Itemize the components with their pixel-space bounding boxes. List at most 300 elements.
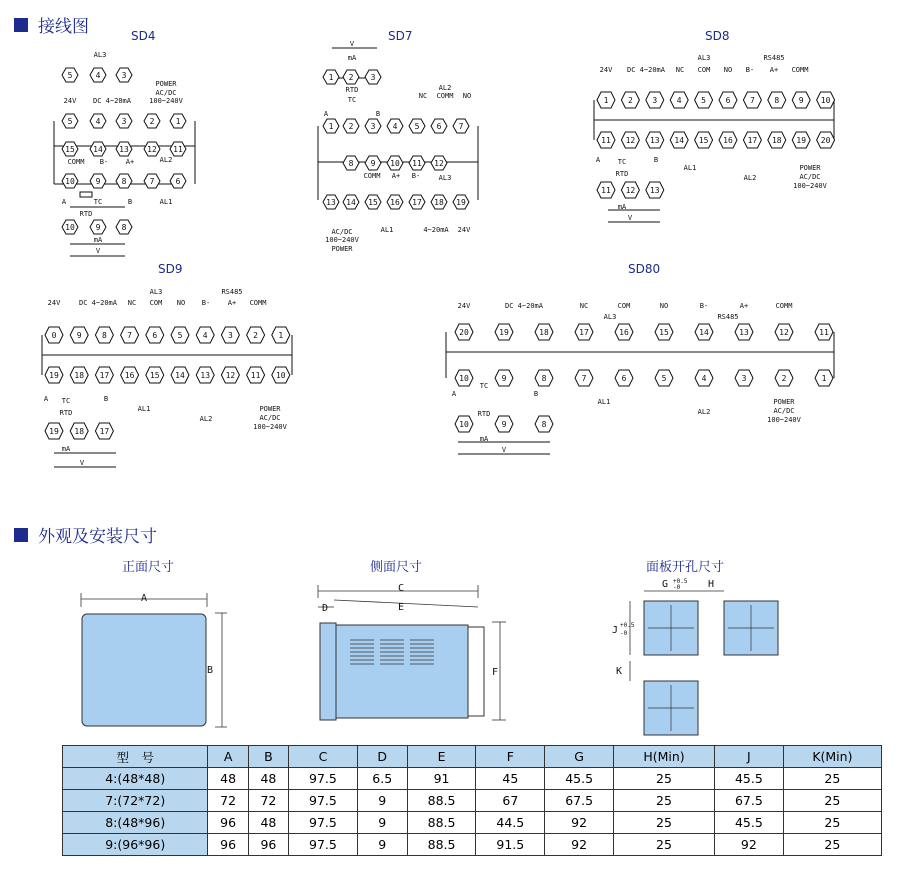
table-cell: 97.5: [289, 812, 358, 834]
table-cell: 88.5: [407, 790, 476, 812]
table-cell: 72: [208, 790, 248, 812]
dim-g-tol2: -0: [673, 584, 681, 591]
table-cell: 25: [614, 790, 715, 812]
sd7-title: SD7: [388, 29, 413, 43]
svg-text:1: 1: [328, 73, 334, 82]
table-cell: 88.5: [407, 834, 476, 856]
terminal-number: 4: [202, 331, 208, 340]
terminal-number: 6: [621, 374, 627, 383]
sd9-volt-label: 100~240V: [253, 423, 287, 431]
terminal-number: 5: [701, 96, 707, 105]
table-cell: 67.5: [714, 790, 783, 812]
sd4-v-label: V: [95, 247, 101, 255]
sd80-al3-label: AL3: [603, 313, 617, 321]
table-cell: 25: [783, 768, 881, 790]
sd7-rtd-label: RTD: [345, 86, 359, 94]
sd7-al2-label: AL2: [438, 84, 452, 92]
svg-text:7: 7: [458, 122, 464, 131]
table-row: [63, 812, 882, 834]
sd7-power-label: POWER: [331, 245, 353, 253]
sd4-a-label: A: [61, 198, 67, 206]
svg-text:5: 5: [414, 122, 420, 131]
terminal-number: 12: [625, 136, 636, 145]
sd80-v-label: V: [501, 446, 507, 454]
sd7-al1-label: AL1: [380, 226, 394, 234]
svg-text:15: 15: [368, 198, 378, 207]
table-cell: 9: [357, 834, 407, 856]
terminal-number: 17: [747, 136, 758, 145]
table-cell: 25: [783, 834, 881, 856]
table-cell: 45.5: [545, 768, 614, 790]
svg-text:1: 1: [328, 122, 334, 131]
terminal-number: 10: [459, 374, 469, 383]
sd80-a-label: A: [451, 390, 457, 398]
sd9-bm-label: B-: [201, 299, 211, 307]
terminal-number: 1: [821, 374, 827, 383]
table-cell: 45.5: [714, 768, 783, 790]
terminal-number: 16: [619, 328, 629, 337]
sd9-v-label: V: [79, 459, 85, 467]
sd4-diagram: [40, 44, 210, 259]
table-header-cell: B: [248, 746, 288, 768]
terminal-number: 10: [275, 371, 286, 380]
table-header-cell: E: [407, 746, 476, 768]
dimension-section-head: [14, 522, 157, 547]
sd8-nc-label: NC: [675, 66, 685, 74]
sd9-nc-label: NC: [127, 299, 137, 307]
sd7-com-label: COMM: [436, 92, 454, 100]
sd7-ap-label: A+: [391, 172, 401, 180]
svg-text:2: 2: [149, 117, 155, 126]
sd7-diagram: [312, 40, 484, 255]
sd4-rtd-label: RTD: [79, 210, 93, 218]
wiring-section-head: [14, 12, 89, 37]
svg-text:10: 10: [65, 177, 75, 186]
sd80-power-label: POWER: [773, 398, 795, 406]
svg-text:4: 4: [95, 117, 101, 126]
terminal-number: 18: [771, 136, 782, 145]
dim-g-label: G: [662, 579, 669, 590]
sd7-bm-label: B-: [411, 172, 421, 180]
sd7-b-label: B: [375, 110, 381, 118]
dim-d-label: D: [322, 603, 329, 614]
sd80-no-label: NO: [659, 302, 669, 310]
sd4-al3-label: AL3: [93, 51, 107, 59]
svg-text:13: 13: [119, 145, 129, 154]
front-panel-box: [82, 614, 206, 726]
dim-g-tol: +0.5: [673, 578, 688, 585]
table-header-cell: A: [208, 746, 248, 768]
section-bullet: [14, 18, 28, 32]
sd8-v-label: V: [627, 214, 633, 222]
sd9-no-label: NO: [176, 299, 186, 307]
svg-text:6: 6: [436, 122, 442, 131]
sd7-v-label: V: [349, 40, 355, 48]
table-header-cell: D: [357, 746, 407, 768]
dim-j-label: J: [612, 625, 619, 636]
table-header-cell: C: [289, 746, 358, 768]
terminal-number: 7: [127, 331, 133, 340]
terminal-number: 17: [579, 328, 589, 337]
svg-text:7: 7: [149, 177, 155, 186]
table-cell: 92: [545, 834, 614, 856]
terminal-number: 15: [698, 136, 709, 145]
svg-text:10: 10: [390, 159, 400, 168]
terminal-number: 2: [781, 374, 787, 383]
table-header-cell: G: [545, 746, 614, 768]
dim-k-label: K: [616, 666, 623, 677]
svg-text:4: 4: [392, 122, 398, 131]
table-cell: 96: [208, 812, 248, 834]
dim-a-label: A: [141, 593, 148, 604]
terminal-number: 15: [659, 328, 669, 337]
terminal-number: 5: [661, 374, 667, 383]
terminal-number: 7: [581, 374, 587, 383]
sd8-tc-label: TC: [617, 158, 627, 166]
table-cell: 88.5: [407, 812, 476, 834]
sd8-title: SD8: [705, 29, 730, 43]
terminal-number: 20: [820, 136, 831, 145]
terminal-number: 3: [652, 96, 658, 105]
sd9-ma-label: mA: [61, 445, 71, 453]
sd7-comm-label: COMM: [363, 172, 381, 180]
sd9-al3-label: AL3: [149, 288, 163, 296]
terminal-number: 14: [699, 328, 709, 337]
terminal-number: 9: [501, 374, 507, 383]
dim-f-label: F: [492, 667, 499, 678]
terminal-number: 6: [152, 331, 158, 340]
svg-text:19: 19: [456, 198, 466, 207]
front-view-title: 正面尺寸: [122, 560, 175, 575]
sd9-dc-label: DC 4~20mA: [79, 299, 117, 307]
dim-h-label: H: [708, 579, 715, 590]
sd8-acdc-label: AC/DC: [799, 173, 821, 181]
sd80-ap-label: A+: [739, 302, 749, 310]
svg-text:17: 17: [412, 198, 422, 207]
terminal-number: 9: [76, 331, 82, 340]
dim-j-tol: +0.5: [620, 622, 635, 629]
sd7-420-label: 4~20mA: [423, 226, 449, 234]
terminal-number: 13: [649, 136, 660, 145]
sd4-acdc-label: AC/DC: [155, 89, 177, 97]
sd9-com-label: COM: [149, 299, 163, 307]
table-cell: 4:(48*48): [63, 768, 208, 790]
sd8-al3-label: AL3: [697, 54, 711, 62]
terminal-number: 2: [627, 96, 633, 105]
svg-text:12: 12: [434, 159, 444, 168]
sd4-24v-label: 24V: [63, 97, 77, 105]
terminal-number: 13: [649, 186, 660, 195]
terminal-number: 11: [250, 371, 261, 380]
table-cell: 97.5: [289, 768, 358, 790]
sd4-ma-label: mA: [93, 236, 103, 244]
sd7-24v-label: 24V: [457, 226, 471, 234]
sd8-b-label: B: [653, 156, 659, 164]
dim-j-tol2: -0: [620, 630, 628, 637]
sd9-tc-label: TC: [61, 397, 71, 405]
table-cell: 48: [208, 768, 248, 790]
table-header-cell: F: [476, 746, 545, 768]
svg-text:3: 3: [370, 73, 376, 82]
terminal-number: 13: [739, 328, 749, 337]
terminal-number: 10: [820, 96, 831, 105]
table-cell: 48: [248, 768, 288, 790]
table-cell: 72: [248, 790, 288, 812]
svg-text:8: 8: [121, 177, 127, 186]
svg-text:5: 5: [67, 117, 73, 126]
dimension-title: 外观及安装尺寸: [38, 527, 157, 547]
sd8-a-label: A: [595, 156, 601, 164]
svg-text:8: 8: [121, 223, 127, 232]
sd4-ap-label: A+: [125, 158, 135, 166]
sd9-comm-label: COMM: [249, 299, 267, 307]
sd9-title: SD9: [158, 262, 183, 276]
sd80-volt-label: 100~240V: [767, 416, 801, 424]
sd8-diagram: [590, 50, 840, 230]
sd9-24v-label: 24V: [47, 299, 61, 307]
panel-cutout-view: [608, 575, 788, 740]
svg-text:12: 12: [147, 145, 157, 154]
table-header-row: [63, 746, 882, 768]
sd80-tc-label: TC: [479, 382, 489, 390]
terminal-number: 1: [603, 96, 609, 105]
sd9-al1-label: AL1: [137, 405, 151, 413]
sd80-com-label: COM: [617, 302, 631, 310]
terminal-number: 16: [723, 136, 733, 145]
terminal-number: 2: [253, 331, 259, 340]
terminal-number: 8: [541, 420, 547, 429]
side-view-title: 侧面尺寸: [370, 560, 423, 575]
svg-text:3: 3: [370, 122, 376, 131]
table-cell: 92: [545, 812, 614, 834]
sd80-comm-label: COMM: [775, 302, 793, 310]
table-cell: 9:(96*96): [63, 834, 208, 856]
sd80-dc-label: DC 4~20mA: [505, 302, 543, 310]
sd80-diagram: [440, 290, 840, 460]
table-cell: 25: [614, 834, 715, 856]
sd8-al2-label: AL2: [743, 174, 757, 182]
wiring-title: 接线图: [38, 17, 89, 37]
table-cell: 96: [248, 834, 288, 856]
table-cell: 96: [208, 834, 248, 856]
sd4-comm-label: COMM: [67, 158, 85, 166]
terminal-number: 5: [177, 331, 183, 340]
table-cell: 7:(72*72): [63, 790, 208, 812]
table-row: [63, 768, 882, 790]
sd7-al3-label: AL3: [438, 174, 452, 182]
terminal-number: 9: [798, 96, 804, 105]
table-cell: 67.5: [545, 790, 614, 812]
terminal-number: 11: [601, 186, 611, 195]
sd8-al1-label: AL1: [683, 164, 697, 172]
side-view: [312, 580, 512, 730]
bezel-box: [320, 623, 336, 720]
sd8-dc-label: DC 4~20mA: [627, 66, 665, 74]
svg-text:4: 4: [95, 71, 101, 80]
sd4-b-label: B: [127, 198, 133, 206]
terminal-number: 19: [796, 136, 807, 145]
svg-text:6: 6: [175, 177, 181, 186]
sd8-power-label: POWER: [799, 164, 821, 172]
sd7-ma-label: mA: [347, 54, 357, 62]
terminal-number: 16: [124, 371, 135, 380]
sd80-rtd-label: RTD: [477, 410, 491, 418]
sd8-bm-label: B-: [745, 66, 755, 74]
sd80-acdc-label: AC/DC: [773, 407, 795, 415]
sd8-rs485-label: RS485: [763, 54, 785, 62]
sd8-comm-label: COMM: [791, 66, 809, 74]
sd8-volt-label: 100~240V: [793, 182, 827, 190]
table-cell: 25: [614, 812, 715, 834]
sd80-bm-label: B-: [699, 302, 709, 310]
sd7-tc-label: TC: [347, 96, 357, 104]
svg-text:1: 1: [175, 117, 181, 126]
sd7-a-label: A: [323, 110, 329, 118]
terminal-number: 19: [499, 328, 509, 337]
table-cell: 44.5: [476, 812, 545, 834]
sd9-rtd-label: RTD: [59, 409, 73, 417]
svg-text:15: 15: [65, 145, 75, 154]
sd4-power-label: POWER: [155, 80, 177, 88]
sd8-no-label: NO: [723, 66, 733, 74]
svg-text:14: 14: [346, 198, 356, 207]
sd7-nc-label: NC: [418, 92, 428, 100]
sd80-al1-label: AL1: [597, 398, 611, 406]
terminal-number: 8: [101, 331, 107, 340]
sd4-tc-label: TC: [93, 198, 103, 206]
sd9-ap-label: A+: [227, 299, 237, 307]
terminal-number: 12: [779, 328, 789, 337]
sd4-title: SD4: [131, 29, 156, 43]
housing-box: [336, 625, 468, 718]
dimension-table: [62, 745, 882, 856]
sd9-rs485-label: RS485: [221, 288, 243, 296]
terminal-number: 19: [49, 427, 59, 436]
svg-text:14: 14: [93, 145, 103, 154]
sd80-b-label: B: [533, 390, 539, 398]
sd80-ma-label: mA: [479, 435, 489, 443]
svg-text:2: 2: [348, 73, 354, 82]
panel-view-title: 面板开孔尺寸: [646, 560, 725, 575]
sd80-rs485-label: RS485: [717, 313, 739, 321]
table-cell: 25: [783, 812, 881, 834]
terminal-number: 14: [674, 136, 685, 145]
table-cell: 92: [714, 834, 783, 856]
table-cell: 67: [476, 790, 545, 812]
svg-text:10: 10: [65, 223, 75, 232]
table-row: [63, 790, 882, 812]
terminal-number: 4: [701, 374, 707, 383]
svg-text:9: 9: [95, 177, 101, 186]
sd9-al2-label: AL2: [199, 415, 213, 423]
table-header-cell: H(Min): [614, 746, 715, 768]
terminal-number: 15: [149, 371, 160, 380]
sd80-24v-label: 24V: [457, 302, 471, 310]
table-header-cell: K(Min): [783, 746, 881, 768]
sd8-com-label: COM: [697, 66, 711, 74]
sd7-no-label: NO: [462, 92, 472, 100]
sd4-bm-label: B-: [99, 158, 109, 166]
svg-text:11: 11: [412, 159, 422, 168]
terminal-number: 8: [541, 374, 547, 383]
terminal-number: 19: [49, 371, 59, 380]
terminal-number: 4: [676, 96, 682, 105]
table-header-cell: 型 号: [63, 746, 208, 768]
table-header-cell: J: [714, 746, 783, 768]
terminal-number: 11: [601, 136, 611, 145]
table-cell: 97.5: [289, 790, 358, 812]
terminal-number: 20: [459, 328, 469, 337]
terminal-number: 18: [539, 328, 549, 337]
sd9-b-label: B: [103, 395, 109, 403]
terminal-number: 3: [741, 374, 747, 383]
terminal-number: 18: [74, 371, 85, 380]
svg-text:2: 2: [348, 122, 354, 131]
dim-e-label: E: [398, 602, 405, 613]
table-cell: 8:(48*96): [63, 812, 208, 834]
terminal-number: 11: [819, 328, 829, 337]
svg-text:16: 16: [390, 198, 400, 207]
svg-text:3: 3: [121, 71, 127, 80]
section-bullet: [14, 528, 28, 542]
svg-text:8: 8: [348, 159, 354, 168]
sd4-al1-label: AL1: [159, 198, 173, 206]
terminal-number: 8: [774, 96, 780, 105]
sd4-volt-label: 100~240V: [149, 97, 183, 105]
table-cell: 45: [476, 768, 545, 790]
terminal-number: 0: [51, 331, 57, 340]
front-view: [75, 585, 235, 735]
svg-text:11: 11: [173, 145, 183, 154]
table-cell: 91: [407, 768, 476, 790]
sd9-diagram: [36, 285, 298, 475]
sd7-volt-label: 100~240V: [325, 236, 359, 244]
svg-text:9: 9: [95, 223, 101, 232]
terminal-number: 7: [749, 96, 755, 105]
dim-c-label: C: [398, 583, 405, 594]
table-cell: 25: [614, 768, 715, 790]
sd4-al2-label: AL2: [159, 156, 173, 164]
svg-text:18: 18: [434, 198, 444, 207]
terminal-number: 10: [459, 420, 469, 429]
sd8-24v-label: 24V: [599, 66, 613, 74]
table-cell: 91.5: [476, 834, 545, 856]
table-cell: 48: [248, 812, 288, 834]
terminal-number: 14: [175, 371, 185, 380]
svg-text:13: 13: [326, 198, 336, 207]
svg-text:9: 9: [370, 159, 376, 168]
sd80-nc-label: NC: [579, 302, 589, 310]
table-cell: 45.5: [714, 812, 783, 834]
sd80-al2-label: AL2: [697, 408, 711, 416]
terminal-number: 6: [725, 96, 731, 105]
sd80-title: SD80: [628, 262, 661, 276]
terminal-number: 12: [625, 186, 636, 195]
table-cell: 6.5: [357, 768, 407, 790]
terminal-number: 17: [99, 427, 110, 436]
table-row: [63, 834, 882, 856]
terminal-number: 12: [225, 371, 236, 380]
sd4-dc-label: DC 4~20mA: [93, 97, 131, 105]
table-cell: 9: [357, 812, 407, 834]
svg-text:5: 5: [67, 71, 73, 80]
sd8-ap-label: A+: [769, 66, 779, 74]
svg-text:3: 3: [121, 117, 127, 126]
terminal-number: 13: [200, 371, 211, 380]
table-cell: 97.5: [289, 834, 358, 856]
terminal-number: 3: [227, 331, 233, 340]
terminal-number: 1: [278, 331, 284, 340]
